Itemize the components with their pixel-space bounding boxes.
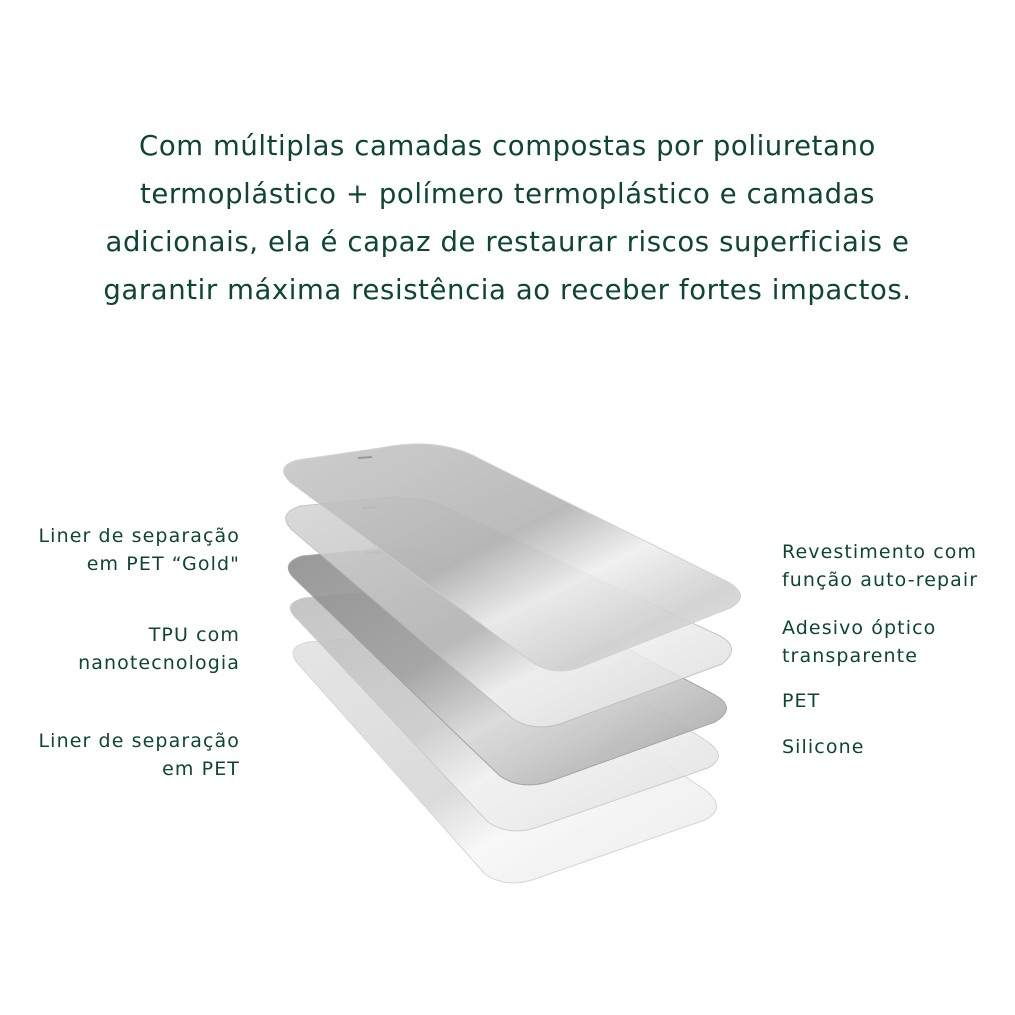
label-tpu-line-1: TPU com — [148, 624, 240, 646]
label-coating-line-1: Revestimento com — [782, 541, 978, 563]
headline-line-1: Com múltiplas camadas compostas por poliuretano — [139, 130, 876, 162]
label-silicone — [782, 733, 865, 761]
label-adhesive-line-1: Adesivo óptico — [782, 617, 937, 639]
label-adhesive — [782, 614, 936, 670]
label-adhesive-line-2: transparente — [782, 645, 919, 667]
headline-line-3: adicionais, ela é capaz de restaurar riscos superficiais e — [105, 226, 910, 258]
label-liner-pet — [39, 727, 241, 783]
label-tpu-line-2: nanotecnologia — [78, 652, 240, 674]
label-liner-pet-line-1: Liner de separação — [38, 730, 240, 752]
label-silicone-line-1: Silicone — [782, 736, 865, 758]
label-liner-pet-line-2: em PET — [162, 758, 240, 780]
label-pet — [782, 687, 820, 715]
headline-line-4: garantir máxima resistência ao receber fortes impactos. — [103, 274, 912, 306]
label-liner-gold-line-2: em PET “Gold" — [86, 553, 240, 575]
label-liner-gold-line-1: Liner de separação — [38, 525, 240, 547]
label-liner-gold — [39, 522, 241, 578]
label-coating-line-2: função auto-repair — [782, 569, 979, 591]
label-tpu — [78, 621, 240, 677]
headline-line-2: termoplástico + polímero termoplástico e camadas — [139, 178, 876, 210]
label-coating — [782, 538, 978, 594]
label-pet-line-1: PET — [782, 690, 821, 712]
